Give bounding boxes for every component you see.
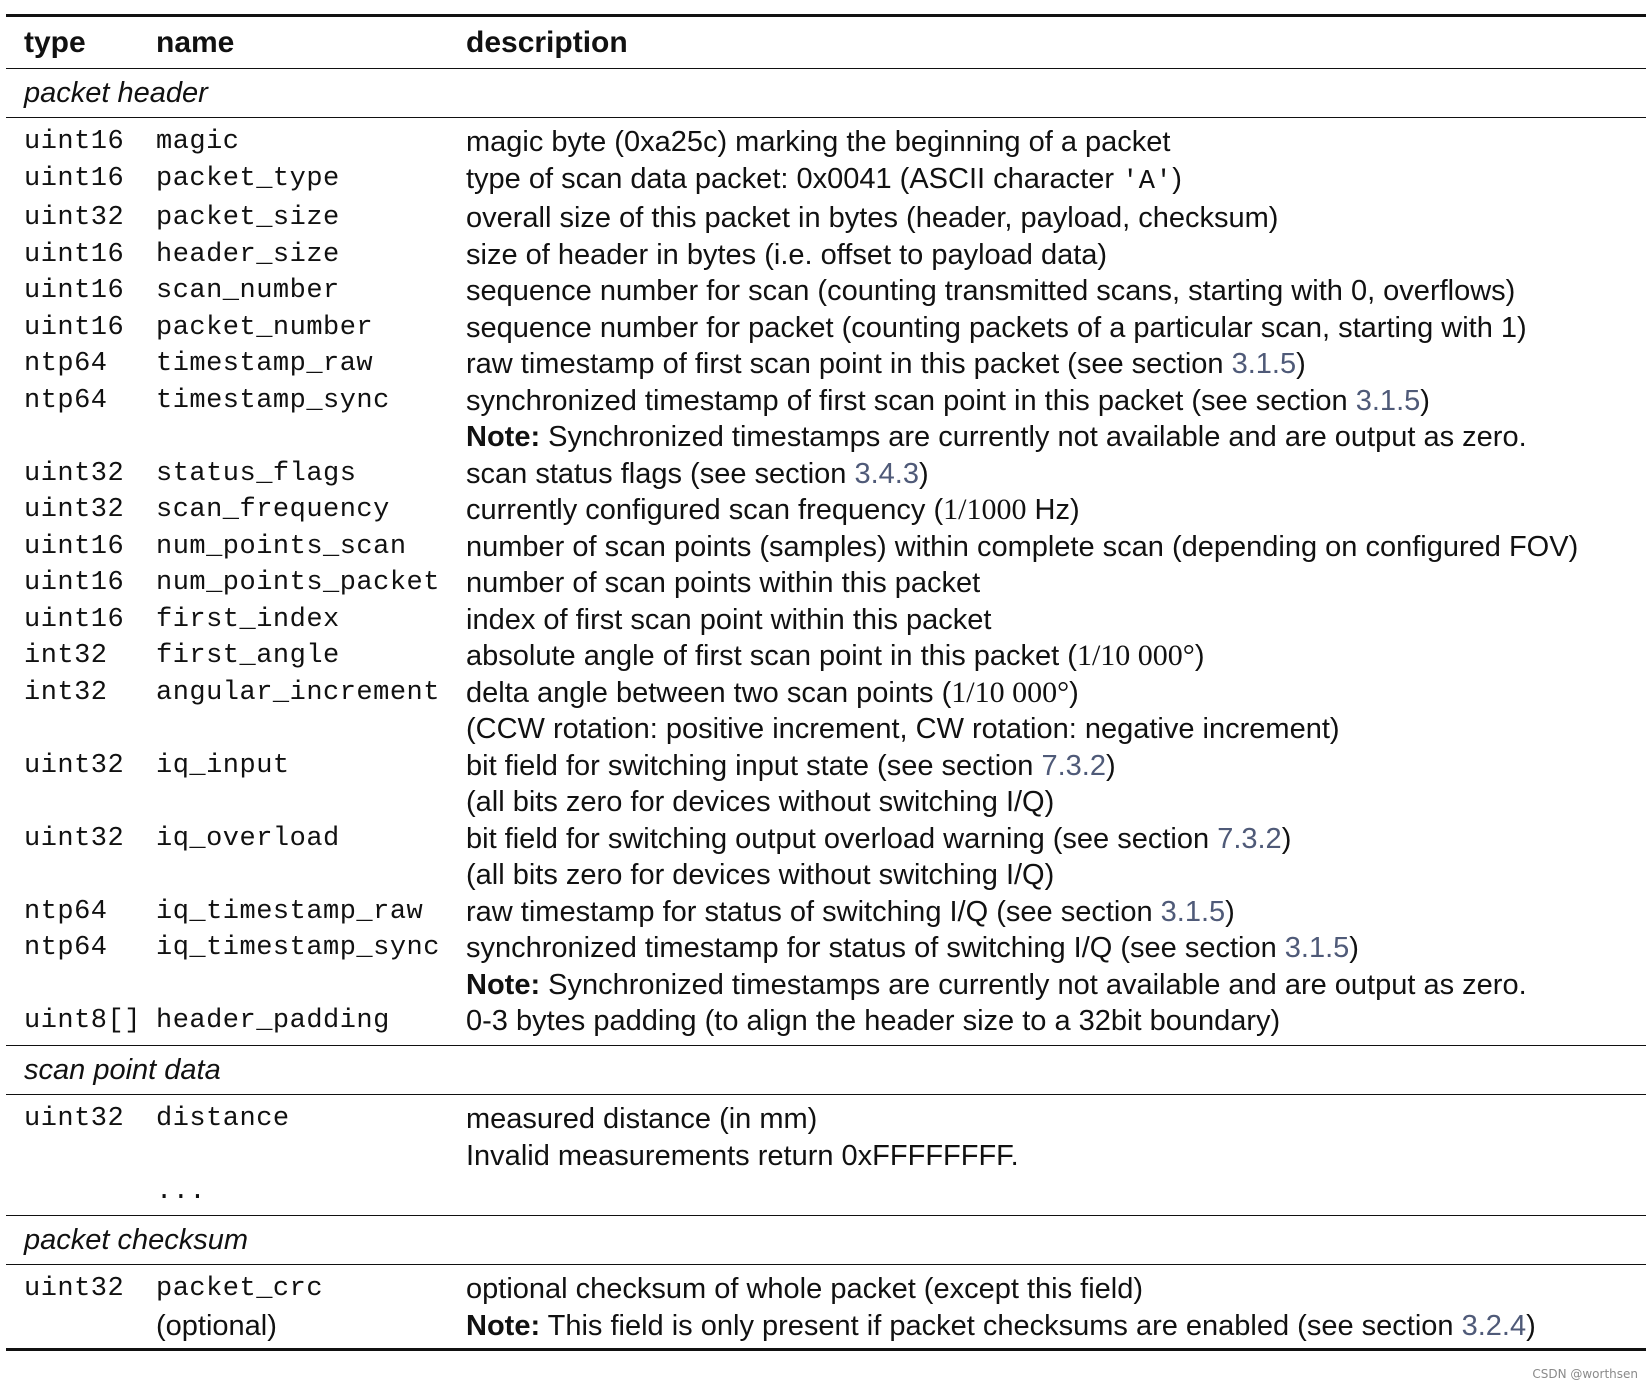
field-type: ntp64	[24, 933, 108, 963]
field-type: ntp64	[24, 349, 108, 379]
description-text: magic byte (0xa25c) marking the beginning of a packet	[466, 126, 1171, 158]
table-row	[6, 492, 1646, 529]
field-description	[466, 456, 1646, 493]
column-header-name: name	[156, 16, 466, 69]
description-text: (all bits zero for devices without switching I/Q)	[466, 859, 1055, 891]
description-text: synchronized timestamp of first scan point in this packet (see section	[466, 384, 1356, 417]
table-row	[6, 1003, 1646, 1045]
field-name: num_points_packet	[156, 568, 440, 598]
field-name: packet_size	[156, 203, 340, 233]
field-name: ...	[156, 1177, 207, 1207]
field-type: uint16	[24, 312, 125, 343]
description-line	[466, 967, 1646, 1004]
description-text: )	[1420, 384, 1430, 417]
section-reference-link[interactable]: 3.1.5	[1231, 348, 1297, 380]
field-description	[466, 1174, 1646, 1215]
field-description	[466, 821, 1646, 894]
table-row	[6, 200, 1646, 237]
description-text: )	[1526, 1309, 1536, 1342]
table-row	[6, 383, 1646, 456]
field-name: header_size	[156, 239, 340, 270]
description-text: (all bits zero for devices without switching I/Q)	[466, 786, 1055, 818]
description-text: measured distance (in mm)	[466, 1103, 818, 1135]
description-line	[466, 273, 1646, 310]
description-line	[466, 237, 1646, 274]
description-text: delta angle between two scan points (	[466, 676, 952, 709]
field-description	[466, 492, 1646, 529]
table-row	[6, 346, 1646, 383]
field-type: uint32	[24, 203, 125, 233]
field-name: header_padding	[156, 1006, 390, 1036]
field-name-cell	[156, 1174, 466, 1215]
description-text: index of first scan point within this packet	[466, 603, 992, 636]
description-line	[466, 124, 1646, 161]
table-row	[6, 821, 1646, 894]
description-line	[466, 711, 1646, 748]
field-name: angular_increment	[156, 677, 440, 708]
description-line	[466, 1308, 1646, 1345]
field-name-cell	[156, 1265, 466, 1350]
description-line	[466, 1101, 1646, 1138]
header-row	[6, 16, 1646, 69]
field-type: ntp64	[24, 896, 108, 927]
section-reference-link[interactable]: 3.4.3	[854, 457, 919, 490]
description-line	[466, 1271, 1646, 1308]
field-description	[466, 748, 1646, 821]
description-text: Hz)	[1026, 494, 1080, 526]
description-text: (CCW rotation: positive increment, CW rotation: negative increment)	[466, 713, 1340, 745]
field-description	[466, 675, 1646, 748]
description-text: )	[1194, 640, 1205, 672]
field-name-cell	[156, 638, 466, 675]
field-name: timestamp_raw	[156, 349, 374, 379]
field-description	[466, 118, 1646, 161]
field-name: scan_frequency	[156, 495, 390, 525]
description-line	[466, 602, 1646, 639]
description-text: scan status flags (see section	[466, 457, 855, 490]
field-name: iq_timestamp_sync	[156, 933, 440, 963]
field-type: uint16	[24, 239, 125, 270]
description-line	[466, 565, 1646, 602]
description-text: bit field for switching input state (see section	[466, 749, 1042, 782]
field-name: magic	[156, 127, 240, 157]
field-type: uint32	[24, 495, 125, 525]
field-description	[466, 237, 1646, 274]
field-description	[466, 200, 1646, 237]
field-description	[466, 602, 1646, 639]
section-reference-link[interactable]: 7.3.2	[1217, 822, 1282, 855]
table-row	[6, 529, 1646, 566]
field-name: packet_type	[156, 163, 340, 194]
description-line	[466, 857, 1646, 894]
field-name: timestamp_sync	[156, 385, 390, 416]
field-name-cell	[156, 529, 466, 566]
field-name: scan_number	[156, 276, 340, 306]
description-line	[466, 894, 1646, 931]
description-text: )	[1349, 932, 1359, 964]
description-text: absolute angle of first scan point in this packet (	[466, 640, 1077, 672]
section-row	[6, 1215, 1646, 1265]
math-unit: 1/10 000°	[1076, 639, 1195, 672]
field-name: status_flags	[156, 458, 357, 489]
section-title: scan point data	[6, 1045, 1646, 1095]
field-name-cell	[156, 118, 466, 161]
description-text: bit field for switching output overload warning (see section	[466, 822, 1218, 855]
description-text: 0-3 bytes padding (to align the header size to a 32bit boundary)	[466, 1005, 1281, 1037]
table-row	[6, 565, 1646, 602]
field-name-cell	[156, 930, 466, 1003]
packet-format-table	[6, 14, 1646, 1351]
field-type: ntp64	[24, 385, 108, 416]
field-type: uint16	[24, 568, 125, 598]
field-name-cell	[156, 383, 466, 456]
field-type: uint16	[24, 531, 125, 562]
watermark: CSDN @worthsen	[1532, 1367, 1638, 1381]
field-name-cell	[156, 565, 466, 602]
table-row	[6, 456, 1646, 493]
field-description	[466, 638, 1646, 675]
field-type: uint16	[24, 127, 125, 157]
section-reference-link[interactable]: 7.3.2	[1041, 749, 1106, 782]
table-row	[6, 930, 1646, 1003]
table-header	[6, 16, 1646, 69]
section-title: packet header	[6, 68, 1646, 118]
note-label: Note:	[466, 1309, 541, 1342]
field-name-cell	[156, 273, 466, 310]
description-text: raw timestamp for status of switching I/Q (see section	[466, 895, 1161, 928]
field-description	[466, 310, 1646, 347]
note-label: Note:	[466, 968, 541, 1001]
description-line	[466, 638, 1646, 675]
table-row	[6, 161, 1646, 201]
description-text: Synchronized timestamps are currently not available and are output as zero.	[540, 968, 1527, 1001]
field-name-cell	[156, 310, 466, 347]
description-line	[466, 346, 1646, 383]
field-description	[466, 383, 1646, 456]
description-text: )	[1172, 162, 1182, 195]
description-text: )	[1069, 676, 1079, 709]
field-description	[466, 894, 1646, 931]
description-text: )	[918, 457, 929, 490]
description-line	[466, 675, 1646, 712]
description-line	[466, 748, 1646, 785]
note-label: Note:	[466, 421, 541, 453]
description-text: type of scan data packet: 0x0041 (ASCII character	[466, 162, 1123, 195]
field-type: uint16	[24, 604, 125, 635]
description-line	[466, 1003, 1646, 1040]
field-type: uint16	[24, 163, 125, 194]
field-description	[466, 161, 1646, 201]
description-text: number of scan points (samples) within complete scan (depending on configured FOV)	[466, 530, 1579, 563]
field-type: uint32	[24, 1104, 125, 1134]
description-line	[466, 784, 1646, 821]
field-description	[466, 1003, 1646, 1045]
field-name-cell	[156, 675, 466, 748]
description-line	[466, 529, 1646, 566]
field-name-cell	[156, 1095, 466, 1175]
field-description	[466, 565, 1646, 602]
table-row	[6, 118, 1646, 161]
description-line	[466, 383, 1646, 420]
description-text: )	[1296, 348, 1306, 380]
field-name-cell	[156, 200, 466, 237]
description-text: number of scan points within this packet	[466, 567, 981, 599]
description-text: Invalid measurements return 0xFFFFFFFF.	[466, 1139, 1019, 1172]
table-row	[6, 1174, 1646, 1215]
section-reference-link[interactable]: 3.1.5	[1160, 895, 1226, 928]
math-unit: 1/10 000°	[951, 675, 1070, 709]
field-name-cell	[156, 456, 466, 493]
field-name-cell	[156, 346, 466, 383]
spec-document	[6, 14, 1646, 1351]
description-text: )	[1281, 822, 1292, 855]
field-name: first_index	[156, 604, 340, 635]
field-type: int32	[24, 641, 108, 671]
description-line	[466, 200, 1646, 237]
field-description	[466, 1265, 1646, 1350]
table-row	[6, 237, 1646, 274]
description-text: )	[1225, 895, 1235, 928]
description-line	[466, 1138, 1646, 1175]
field-name-cell	[156, 237, 466, 274]
description-line	[466, 310, 1646, 347]
field-type: uint32	[24, 823, 125, 854]
table-row	[6, 894, 1646, 931]
column-header-type: type	[6, 16, 156, 69]
description-line	[466, 821, 1646, 858]
table-row	[6, 748, 1646, 821]
field-type: uint8[]	[24, 1006, 141, 1036]
description-line	[466, 419, 1646, 456]
field-description	[466, 346, 1646, 383]
table-row	[6, 1095, 1646, 1175]
field-name: num_points_scan	[156, 531, 407, 562]
field-description	[466, 273, 1646, 310]
field-type: int32	[24, 677, 108, 708]
description-text: currently configured scan frequency (	[466, 494, 944, 526]
field-name-cell	[156, 1003, 466, 1045]
field-description	[466, 529, 1646, 566]
section-reference-link[interactable]: 3.2.4	[1461, 1309, 1527, 1342]
section-row	[6, 1045, 1646, 1095]
field-name: first_angle	[156, 641, 340, 671]
field-type: uint32	[24, 750, 125, 781]
field-name: packet_number	[156, 312, 374, 343]
field-name: iq_input	[156, 750, 290, 781]
field-name: distance	[156, 1104, 290, 1134]
table-row	[6, 273, 1646, 310]
math-unit: 1/1000	[943, 493, 1027, 526]
description-line	[466, 161, 1646, 201]
field-name: iq_overload	[156, 823, 340, 854]
section-title: packet checksum	[6, 1215, 1646, 1265]
table-row	[6, 602, 1646, 639]
description-text: sequence number for packet (counting packets of a particular scan, starting with 1)	[466, 311, 1527, 344]
field-type: uint16	[24, 276, 125, 306]
field-description	[466, 930, 1646, 1003]
description-text: Synchronized timestamps are currently not available and are output as zero.	[540, 421, 1527, 453]
section-reference-link[interactable]: 3.1.5	[1355, 384, 1421, 417]
field-type: uint32	[6, 1265, 156, 1350]
description-text: sequence number for scan (counting transmitted scans, starting with 0, overflows)	[466, 275, 1516, 307]
section-row	[6, 68, 1646, 118]
table-body	[6, 68, 1646, 1350]
description-text: This field is only present if packet checksums are enabled (see section	[540, 1309, 1462, 1342]
field-name: iq_timestamp_raw	[156, 896, 424, 927]
field-name-qualifier: (optional)	[156, 1309, 277, 1342]
description-text: optional checksum of whole packet (except this field)	[466, 1273, 1144, 1305]
description-line	[466, 930, 1646, 967]
field-name-cell	[156, 602, 466, 639]
table-row	[6, 310, 1646, 347]
field-name-cell	[156, 161, 466, 201]
description-text: size of header in bytes (i.e. offset to payload data)	[466, 238, 1108, 271]
description-line	[466, 456, 1646, 493]
field-name: packet_crc	[156, 1274, 324, 1304]
table-row	[6, 1265, 1646, 1350]
table-row	[6, 675, 1646, 748]
column-header-description: description	[466, 16, 1646, 69]
description-text: synchronized timestamp for status of switching I/Q (see section	[466, 932, 1285, 964]
field-type	[6, 1174, 156, 1215]
section-reference-link[interactable]: 3.1.5	[1284, 932, 1350, 964]
code-literal: 'A'	[1122, 166, 1173, 197]
field-name-cell	[156, 894, 466, 931]
description-line	[466, 492, 1646, 529]
field-type: uint32	[24, 458, 125, 489]
description-text: )	[1105, 749, 1116, 782]
description-text: raw timestamp of first scan point in this packet (see section	[466, 348, 1232, 380]
field-name-cell	[156, 821, 466, 894]
field-description	[466, 1095, 1646, 1175]
table-row	[6, 638, 1646, 675]
field-name-cell	[156, 492, 466, 529]
field-name-cell	[156, 748, 466, 821]
description-text: overall size of this packet in bytes (header, payload, checksum)	[466, 202, 1279, 234]
